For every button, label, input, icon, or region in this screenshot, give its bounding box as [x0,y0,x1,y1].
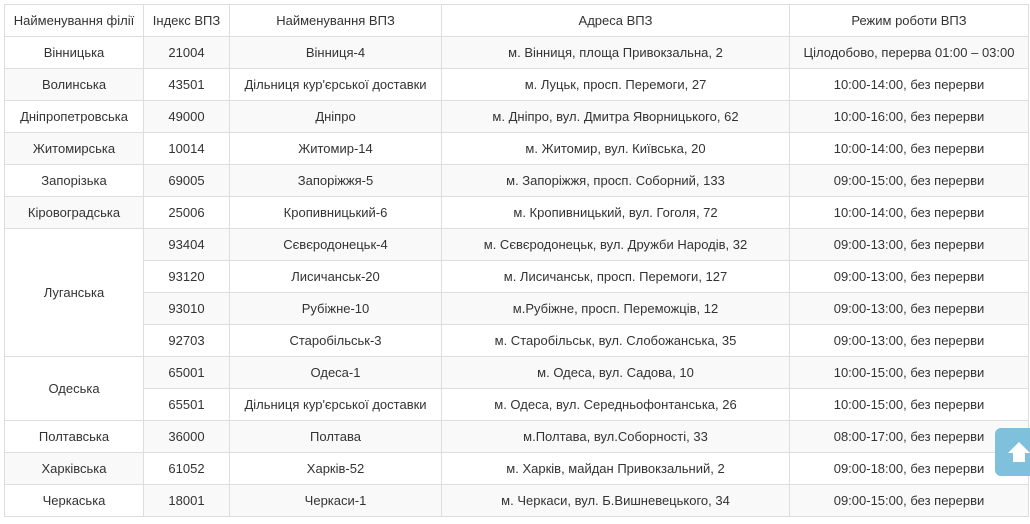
header-office-hours: Режим роботи ВПЗ [790,5,1029,37]
cell-branch-name: Одеська [5,357,144,421]
cell-office-index: 93404 [144,229,230,261]
header-branch-name: Найменування філії [5,5,144,37]
cell-office-hours: 10:00-14:00, без перерви [790,69,1029,101]
table-row [5,325,1029,357]
cell-office-name: Харків-52 [230,453,442,485]
cell-office-hours: 09:00-13:00, без перерви [790,261,1029,293]
cell-branch-name: Харківська [5,453,144,485]
table-row [5,453,1029,485]
cell-branch-name: Дніпропетровська [5,101,144,133]
cell-office-hours: 09:00-15:00, без перерви [790,485,1029,517]
cell-branch-name: Полтавська [5,421,144,453]
cell-office-address: м. Черкаси, вул. Б.Вишневецького, 34 [442,485,790,517]
table-row [5,293,1029,325]
cell-office-index: 93120 [144,261,230,293]
cell-office-index: 25006 [144,197,230,229]
cell-office-address: м. Харків, майдан Привокзальний, 2 [442,453,790,485]
arrow-up-icon [1006,440,1030,464]
cell-office-index: 36000 [144,421,230,453]
cell-office-name: Рубіжне-10 [230,293,442,325]
cell-office-name: Лисичанськ-20 [230,261,442,293]
table-header-row [5,5,1029,37]
table-row [5,389,1029,421]
cell-office-address: м. Дніпро, вул. Дмитра Яворницького, 62 [442,101,790,133]
table-row [5,421,1029,453]
cell-office-address: м. Старобільськ, вул. Слобожанська, 35 [442,325,790,357]
table-row [5,69,1029,101]
cell-office-name: Житомир-14 [230,133,442,165]
cell-office-hours: 10:00-15:00, без перерви [790,389,1029,421]
cell-office-name: Кропивницький-6 [230,197,442,229]
cell-office-hours: Цілодобово, перерва 01:00 – 03:00 [790,37,1029,69]
cell-office-name: Дільниця кур'єрської доставки [230,389,442,421]
table-row [5,197,1029,229]
cell-office-index: 18001 [144,485,230,517]
cell-office-name: Дніпро [230,101,442,133]
cell-office-address: м.Полтава, вул.Соборності, 33 [442,421,790,453]
cell-office-address: м. Кропивницький, вул. Гоголя, 72 [442,197,790,229]
table-row [5,133,1029,165]
cell-office-index: 10014 [144,133,230,165]
offices-table-container [4,4,1028,517]
cell-office-address: м. Запоріжжя, просп. Соборний, 133 [442,165,790,197]
table-row [5,37,1029,69]
cell-office-address: м.Рубіжне, просп. Переможців, 12 [442,293,790,325]
cell-office-name: Черкаси-1 [230,485,442,517]
cell-office-name: Сєвєродонецьк-4 [230,229,442,261]
cell-office-hours: 10:00-14:00, без перерви [790,133,1029,165]
cell-office-name: Вінниця-4 [230,37,442,69]
cell-branch-name: Волинська [5,69,144,101]
cell-office-name: Запоріжжя-5 [230,165,442,197]
cell-office-address: м. Вінниця, площа Привокзальна, 2 [442,37,790,69]
table-row [5,261,1029,293]
table-row [5,357,1029,389]
cell-office-index: 92703 [144,325,230,357]
cell-office-index: 43501 [144,69,230,101]
cell-branch-name: Житомирська [5,133,144,165]
cell-branch-name: Кіровоградська [5,197,144,229]
cell-office-hours: 09:00-13:00, без перерви [790,293,1029,325]
cell-office-name: Одеса-1 [230,357,442,389]
cell-office-address: м. Сєвєродонецьк, вул. Дружби Народів, 32 [442,229,790,261]
cell-office-index: 65001 [144,357,230,389]
cell-office-hours: 10:00-15:00, без перерви [790,357,1029,389]
cell-office-address: м. Одеса, вул. Середньофонтанська, 26 [442,389,790,421]
cell-office-index: 65501 [144,389,230,421]
offices-table [4,4,1029,517]
cell-office-index: 93010 [144,293,230,325]
cell-office-hours: 09:00-15:00, без перерви [790,165,1029,197]
cell-office-hours: 08:00-17:00, без перерви [790,421,1029,453]
table-row [5,229,1029,261]
cell-office-hours: 09:00-18:00, без перерви [790,453,1029,485]
table-body [5,37,1029,517]
cell-branch-name: Луганська [5,229,144,357]
cell-office-address: м. Лисичанськ, просп. Перемоги, 127 [442,261,790,293]
cell-office-hours: 10:00-16:00, без перерви [790,101,1029,133]
header-office-address: Адреса ВПЗ [442,5,790,37]
cell-office-hours: 09:00-13:00, без перерви [790,229,1029,261]
cell-office-hours: 09:00-13:00, без перерви [790,325,1029,357]
cell-office-address: м. Луцьк, просп. Перемоги, 27 [442,69,790,101]
header-office-name: Найменування ВПЗ [230,5,442,37]
cell-office-index: 49000 [144,101,230,133]
cell-branch-name: Вінницька [5,37,144,69]
scroll-to-top-button[interactable] [995,428,1030,476]
cell-office-address: м. Житомир, вул. Київська, 20 [442,133,790,165]
cell-office-name: Старобільськ-3 [230,325,442,357]
cell-branch-name: Черкаська [5,485,144,517]
table-row [5,165,1029,197]
table-row [5,101,1029,133]
cell-office-index: 69005 [144,165,230,197]
cell-office-name: Дільниця кур'єрської доставки [230,69,442,101]
cell-office-index: 21004 [144,37,230,69]
header-office-index: Індекс ВПЗ [144,5,230,37]
cell-office-index: 61052 [144,453,230,485]
cell-office-hours: 10:00-14:00, без перерви [790,197,1029,229]
cell-office-address: м. Одеса, вул. Садова, 10 [442,357,790,389]
table-row [5,485,1029,517]
cell-branch-name: Запорізька [5,165,144,197]
cell-office-name: Полтава [230,421,442,453]
